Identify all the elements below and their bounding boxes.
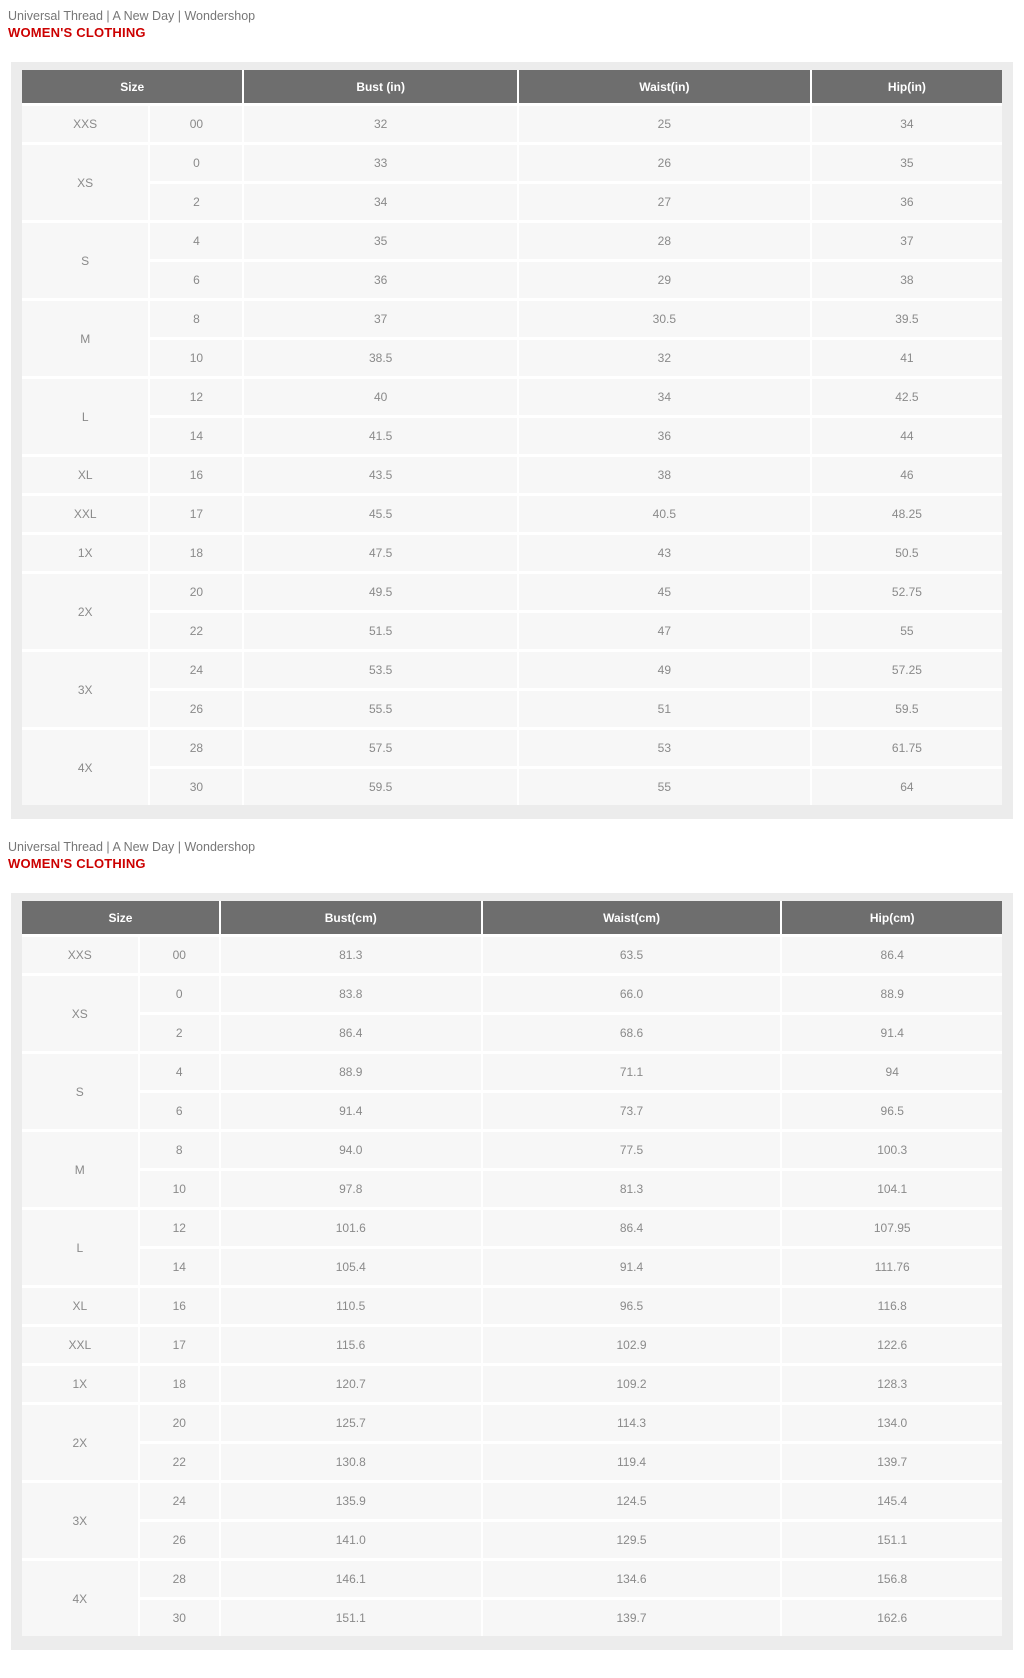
hip-cell: 111.76 xyxy=(782,1246,1002,1285)
bust-cell: 55.5 xyxy=(244,688,518,727)
table-row xyxy=(22,571,1002,610)
size-number-cell: 18 xyxy=(150,532,244,571)
hip-cell: 37 xyxy=(812,220,1002,259)
table-row xyxy=(22,1051,1002,1090)
table-row xyxy=(22,103,1002,142)
size-chart-panel xyxy=(11,893,1013,1650)
size-group-label: XL xyxy=(22,1285,140,1324)
waist-cell: 124.5 xyxy=(483,1480,783,1519)
size-number-cell: 16 xyxy=(140,1285,221,1324)
size-number-cell: 17 xyxy=(150,493,244,532)
size-number-cell: 28 xyxy=(140,1558,221,1597)
hip-cell: 122.6 xyxy=(782,1324,1002,1363)
size-number-cell: 4 xyxy=(150,220,244,259)
waist-cell: 114.3 xyxy=(483,1402,783,1441)
bust-cell: 32 xyxy=(244,103,518,142)
waist-cell: 68.6 xyxy=(483,1012,783,1051)
waist-cell: 109.2 xyxy=(483,1363,783,1402)
size-number-cell: 2 xyxy=(150,181,244,220)
bust-cell: 35 xyxy=(244,220,518,259)
waist-cell: 102.9 xyxy=(483,1324,783,1363)
size-number-cell: 6 xyxy=(150,259,244,298)
bust-cell: 59.5 xyxy=(244,766,518,805)
hip-cell: 48.25 xyxy=(812,493,1002,532)
bust-cell: 141.0 xyxy=(221,1519,483,1558)
waist-cell: 53 xyxy=(519,727,812,766)
hip-cell: 42.5 xyxy=(812,376,1002,415)
waist-cell: 36 xyxy=(519,415,812,454)
waist-cell: 66.0 xyxy=(483,973,783,1012)
bust-cell: 115.6 xyxy=(221,1324,483,1363)
bust-cell: 91.4 xyxy=(221,1090,483,1129)
table-row xyxy=(22,1246,1002,1285)
table-row xyxy=(22,1207,1002,1246)
size-number-cell: 24 xyxy=(140,1480,221,1519)
hip-cell: 88.9 xyxy=(782,973,1002,1012)
bust-cell: 45.5 xyxy=(244,493,518,532)
column-header-size: Size xyxy=(22,70,244,103)
column-header-hip: Hip(cm) xyxy=(782,901,1002,934)
waist-cell: 139.7 xyxy=(483,1597,783,1636)
column-header-bust: Bust (in) xyxy=(244,70,518,103)
waist-cell: 43 xyxy=(519,532,812,571)
table-row xyxy=(22,1012,1002,1051)
size-chart-section-inches xyxy=(8,8,1016,819)
hip-cell: 134.0 xyxy=(782,1402,1002,1441)
size-group-label: XS xyxy=(22,142,150,220)
table-row xyxy=(22,1363,1002,1402)
bust-cell: 97.8 xyxy=(221,1168,483,1207)
size-group-label: 2X xyxy=(22,571,150,649)
brand-line: Universal Thread | A New Day | Wondershop xyxy=(8,840,256,854)
table-row xyxy=(22,1402,1002,1441)
hip-cell: 107.95 xyxy=(782,1207,1002,1246)
size-number-cell: 28 xyxy=(150,727,244,766)
column-header-bust: Bust(cm) xyxy=(221,901,483,934)
size-number-cell: 00 xyxy=(140,934,221,973)
size-group-label: 2X xyxy=(22,1402,140,1480)
size-group-label: S xyxy=(22,220,150,298)
waist-cell: 38 xyxy=(519,454,812,493)
hip-cell: 57.25 xyxy=(812,649,1002,688)
size-group-label: XXL xyxy=(22,493,150,532)
table-row xyxy=(22,973,1002,1012)
size-group-label: 4X xyxy=(22,1558,140,1636)
waist-cell: 32 xyxy=(519,337,812,376)
hip-cell: 39.5 xyxy=(812,298,1002,337)
size-group-label: XXS xyxy=(22,934,140,973)
waist-cell: 91.4 xyxy=(483,1246,783,1285)
hip-cell: 64 xyxy=(812,766,1002,805)
size-number-cell: 2 xyxy=(140,1012,221,1051)
hip-cell: 128.3 xyxy=(782,1363,1002,1402)
size-group-label: L xyxy=(22,1207,140,1285)
hip-cell: 41 xyxy=(812,337,1002,376)
waist-cell: 47 xyxy=(519,610,812,649)
brand-line: Universal Thread | A New Day | Wondershop xyxy=(8,9,256,23)
waist-cell: 81.3 xyxy=(483,1168,783,1207)
hip-cell: 100.3 xyxy=(782,1129,1002,1168)
size-number-cell: 0 xyxy=(140,973,221,1012)
bust-cell: 130.8 xyxy=(221,1441,483,1480)
hip-cell: 44 xyxy=(812,415,1002,454)
size-group-label: XL xyxy=(22,454,150,493)
table-row xyxy=(22,1480,1002,1519)
table-row xyxy=(22,649,1002,688)
waist-cell: 96.5 xyxy=(483,1285,783,1324)
bust-cell: 146.1 xyxy=(221,1558,483,1597)
hip-cell: 116.8 xyxy=(782,1285,1002,1324)
size-chart-table-centimeters xyxy=(22,901,1002,1636)
waist-cell: 30.5 xyxy=(519,298,812,337)
bust-cell: 43.5 xyxy=(244,454,518,493)
waist-cell: 29 xyxy=(519,259,812,298)
size-chart-section-centimeters xyxy=(8,839,1016,1650)
table-header-row xyxy=(22,70,1002,103)
size-number-cell: 4 xyxy=(140,1051,221,1090)
size-number-cell: 00 xyxy=(150,103,244,142)
table-row xyxy=(22,259,1002,298)
size-group-label: S xyxy=(22,1051,140,1129)
bust-cell: 135.9 xyxy=(221,1480,483,1519)
bust-cell: 94.0 xyxy=(221,1129,483,1168)
hip-cell: 156.8 xyxy=(782,1558,1002,1597)
table-row xyxy=(22,1129,1002,1168)
hip-cell: 50.5 xyxy=(812,532,1002,571)
bust-cell: 88.9 xyxy=(221,1051,483,1090)
table-row xyxy=(22,532,1002,571)
hip-cell: 162.6 xyxy=(782,1597,1002,1636)
column-header-waist: Waist(cm) xyxy=(483,901,783,934)
hip-cell: 61.75 xyxy=(812,727,1002,766)
waist-cell: 40.5 xyxy=(519,493,812,532)
hip-cell: 35 xyxy=(812,142,1002,181)
waist-cell: 134.6 xyxy=(483,1558,783,1597)
table-row xyxy=(22,1324,1002,1363)
size-number-cell: 26 xyxy=(140,1519,221,1558)
hip-cell: 55 xyxy=(812,610,1002,649)
hip-cell: 94 xyxy=(782,1051,1002,1090)
column-header-size: Size xyxy=(22,901,221,934)
waist-cell: 27 xyxy=(519,181,812,220)
waist-cell: 25 xyxy=(519,103,812,142)
table-row xyxy=(22,934,1002,973)
size-number-cell: 16 xyxy=(150,454,244,493)
size-chart-panel xyxy=(11,62,1013,819)
size-number-cell: 30 xyxy=(150,766,244,805)
size-group-label: XXS xyxy=(22,103,150,142)
bust-cell: 37 xyxy=(244,298,518,337)
category-heading: WOMEN'S CLOTHING xyxy=(8,856,146,871)
hip-cell: 151.1 xyxy=(782,1519,1002,1558)
waist-cell: 86.4 xyxy=(483,1207,783,1246)
waist-cell: 55 xyxy=(519,766,812,805)
hip-cell: 145.4 xyxy=(782,1480,1002,1519)
table-row xyxy=(22,1090,1002,1129)
table-row xyxy=(22,220,1002,259)
hip-cell: 52.75 xyxy=(812,571,1002,610)
waist-cell: 34 xyxy=(519,376,812,415)
hip-cell: 36 xyxy=(812,181,1002,220)
bust-cell: 34 xyxy=(244,181,518,220)
table-row xyxy=(22,415,1002,454)
size-group-label: L xyxy=(22,376,150,454)
table-row xyxy=(22,181,1002,220)
table-row xyxy=(22,1519,1002,1558)
hip-cell: 38 xyxy=(812,259,1002,298)
bust-cell: 38.5 xyxy=(244,337,518,376)
size-chart-table-inches xyxy=(22,70,1002,805)
bust-cell: 33 xyxy=(244,142,518,181)
waist-cell: 73.7 xyxy=(483,1090,783,1129)
bust-cell: 40 xyxy=(244,376,518,415)
bust-cell: 53.5 xyxy=(244,649,518,688)
size-number-cell: 8 xyxy=(140,1129,221,1168)
table-row xyxy=(22,142,1002,181)
table-row xyxy=(22,1441,1002,1480)
size-number-cell: 12 xyxy=(140,1207,221,1246)
size-number-cell: 17 xyxy=(140,1324,221,1363)
bust-cell: 125.7 xyxy=(221,1402,483,1441)
table-row xyxy=(22,610,1002,649)
waist-cell: 45 xyxy=(519,571,812,610)
table-row xyxy=(22,337,1002,376)
size-number-cell: 22 xyxy=(140,1441,221,1480)
table-row xyxy=(22,454,1002,493)
hip-cell: 139.7 xyxy=(782,1441,1002,1480)
size-number-cell: 20 xyxy=(150,571,244,610)
size-group-label: 3X xyxy=(22,1480,140,1558)
size-number-cell: 14 xyxy=(150,415,244,454)
waist-cell: 119.4 xyxy=(483,1441,783,1480)
size-number-cell: 6 xyxy=(140,1090,221,1129)
waist-cell: 71.1 xyxy=(483,1051,783,1090)
bust-cell: 57.5 xyxy=(244,727,518,766)
size-group-label: 4X xyxy=(22,727,150,805)
column-header-waist: Waist(in) xyxy=(519,70,812,103)
size-number-cell: 18 xyxy=(140,1363,221,1402)
table-row xyxy=(22,766,1002,805)
size-number-cell: 0 xyxy=(150,142,244,181)
bust-cell: 36 xyxy=(244,259,518,298)
size-group-label: XS xyxy=(22,973,140,1051)
table-row xyxy=(22,493,1002,532)
table-row xyxy=(22,1285,1002,1324)
size-number-cell: 10 xyxy=(150,337,244,376)
hip-cell: 86.4 xyxy=(782,934,1002,973)
size-number-cell: 26 xyxy=(150,688,244,727)
size-group-label: M xyxy=(22,298,150,376)
hip-cell: 96.5 xyxy=(782,1090,1002,1129)
table-row xyxy=(22,1558,1002,1597)
table-row xyxy=(22,688,1002,727)
waist-cell: 28 xyxy=(519,220,812,259)
waist-cell: 77.5 xyxy=(483,1129,783,1168)
bust-cell: 47.5 xyxy=(244,532,518,571)
size-number-cell: 30 xyxy=(140,1597,221,1636)
bust-cell: 110.5 xyxy=(221,1285,483,1324)
bust-cell: 86.4 xyxy=(221,1012,483,1051)
size-number-cell: 24 xyxy=(150,649,244,688)
table-header-row xyxy=(22,901,1002,934)
category-heading: WOMEN'S CLOTHING xyxy=(8,25,146,40)
size-number-cell: 8 xyxy=(150,298,244,337)
bust-cell: 151.1 xyxy=(221,1597,483,1636)
bust-cell: 41.5 xyxy=(244,415,518,454)
table-row xyxy=(22,1597,1002,1636)
table-row xyxy=(22,298,1002,337)
size-group-label: 1X xyxy=(22,532,150,571)
size-number-cell: 12 xyxy=(150,376,244,415)
size-group-label: 1X xyxy=(22,1363,140,1402)
hip-cell: 59.5 xyxy=(812,688,1002,727)
size-number-cell: 22 xyxy=(150,610,244,649)
waist-cell: 129.5 xyxy=(483,1519,783,1558)
column-header-hip: Hip(in) xyxy=(812,70,1002,103)
waist-cell: 26 xyxy=(519,142,812,181)
hip-cell: 34 xyxy=(812,103,1002,142)
bust-cell: 81.3 xyxy=(221,934,483,973)
size-group-label: M xyxy=(22,1129,140,1207)
bust-cell: 105.4 xyxy=(221,1246,483,1285)
hip-cell: 91.4 xyxy=(782,1012,1002,1051)
table-row xyxy=(22,376,1002,415)
bust-cell: 120.7 xyxy=(221,1363,483,1402)
bust-cell: 83.8 xyxy=(221,973,483,1012)
size-group-label: 3X xyxy=(22,649,150,727)
bust-cell: 51.5 xyxy=(244,610,518,649)
hip-cell: 46 xyxy=(812,454,1002,493)
bust-cell: 49.5 xyxy=(244,571,518,610)
hip-cell: 104.1 xyxy=(782,1168,1002,1207)
size-number-cell: 10 xyxy=(140,1168,221,1207)
table-row xyxy=(22,727,1002,766)
size-number-cell: 14 xyxy=(140,1246,221,1285)
waist-cell: 51 xyxy=(519,688,812,727)
size-group-label: XXL xyxy=(22,1324,140,1363)
waist-cell: 63.5 xyxy=(483,934,783,973)
table-row xyxy=(22,1168,1002,1207)
bust-cell: 101.6 xyxy=(221,1207,483,1246)
size-number-cell: 20 xyxy=(140,1402,221,1441)
waist-cell: 49 xyxy=(519,649,812,688)
